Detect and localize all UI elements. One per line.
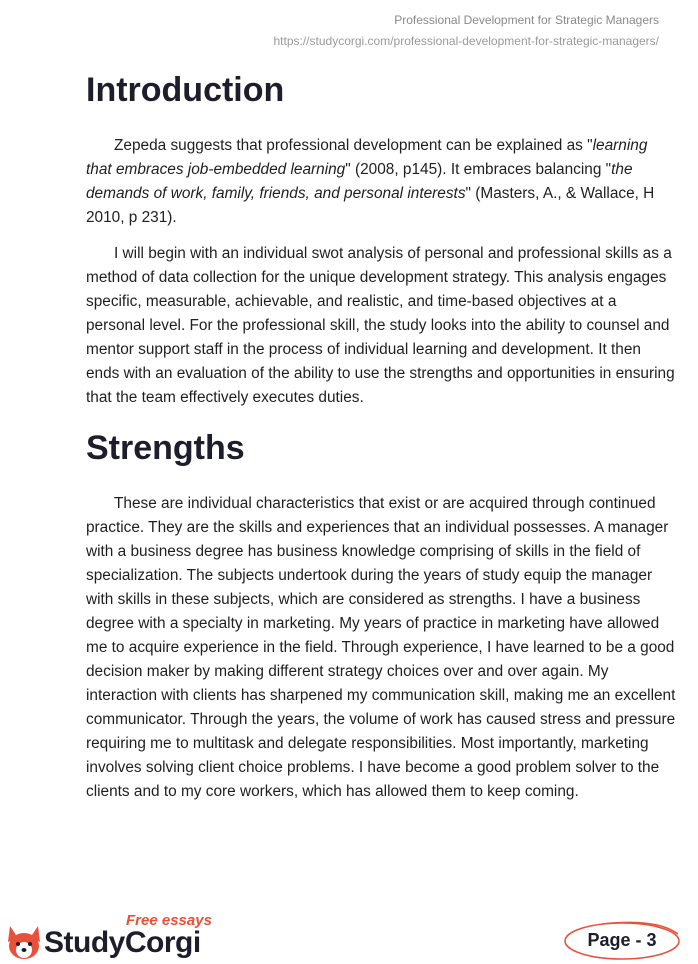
page-header [274,12,660,50]
document-body [86,68,676,816]
brand-name: StudyCorgi [44,926,201,959]
intro-paragraph-2: I will begin with an individual swot analysis of personal and professional skills as a method of data collection for the unique development strategy. This analysis engages specific, measurable, achievable, and realistic, and time-based objectives at a personal level. For the professional skill, the study looks into the ability to counsel and mentor support staff in the process of individual learning and development. It then ends with an evaluation of the ability to use the strengths and opportunities in ensuring that the team effectively executes duties. [86,245,675,406]
heading-introduction: Introduction [86,71,285,109]
intro-paragraph-1: Zepeda suggests that professional development can be explained as "learning that embraces job-embedded learning" (2008, p145). It embraces balancing "the demands of work, family, friends, and personal interests" (Masters, A., & Wallace, H 2010, p 231). [86,137,655,226]
strengths-paragraph-1: These are individual characteristics that exist or are acquired through continued practice. They are the skills and experiences that an individual possesses. A manager with a business degree has business knowledge comprising of skills in the field of specialization. The subjects undertook during the years of study equip the manager with skills in these subjects, which are considered as strengths. I have a business degree with a specialty in marketing. My years of practice in marketing have allowed me to acquire experience in the field. Through experience, I have learned to be a good decision maker by making different strategy choices over and over again. My interaction with clients has sharpened my communication skill, making me an excellent communicator. Through the years, the volume of work has caused stress and pressure requiring me to multitask and delegate responsibilities. Most importantly, marketing involves solving client choice problems. I have become a good problem solver to the clients and to my core workers, which has allowed them to keep coming. [86,495,676,800]
studycorgi-logo[interactable] [6,912,226,962]
document-title: Professional Development for Strategic Managers [394,13,659,27]
free-essays-tagline: Free essays [126,912,212,929]
heading-strengths: Strengths [86,429,245,467]
corgi-icon [6,920,42,960]
page-number: Page - 3 [587,930,657,950]
document-url[interactable]: https://studycorgi.com/professional-development-for-strategic-managers/ [273,34,659,48]
page-number-badge [562,918,682,962]
